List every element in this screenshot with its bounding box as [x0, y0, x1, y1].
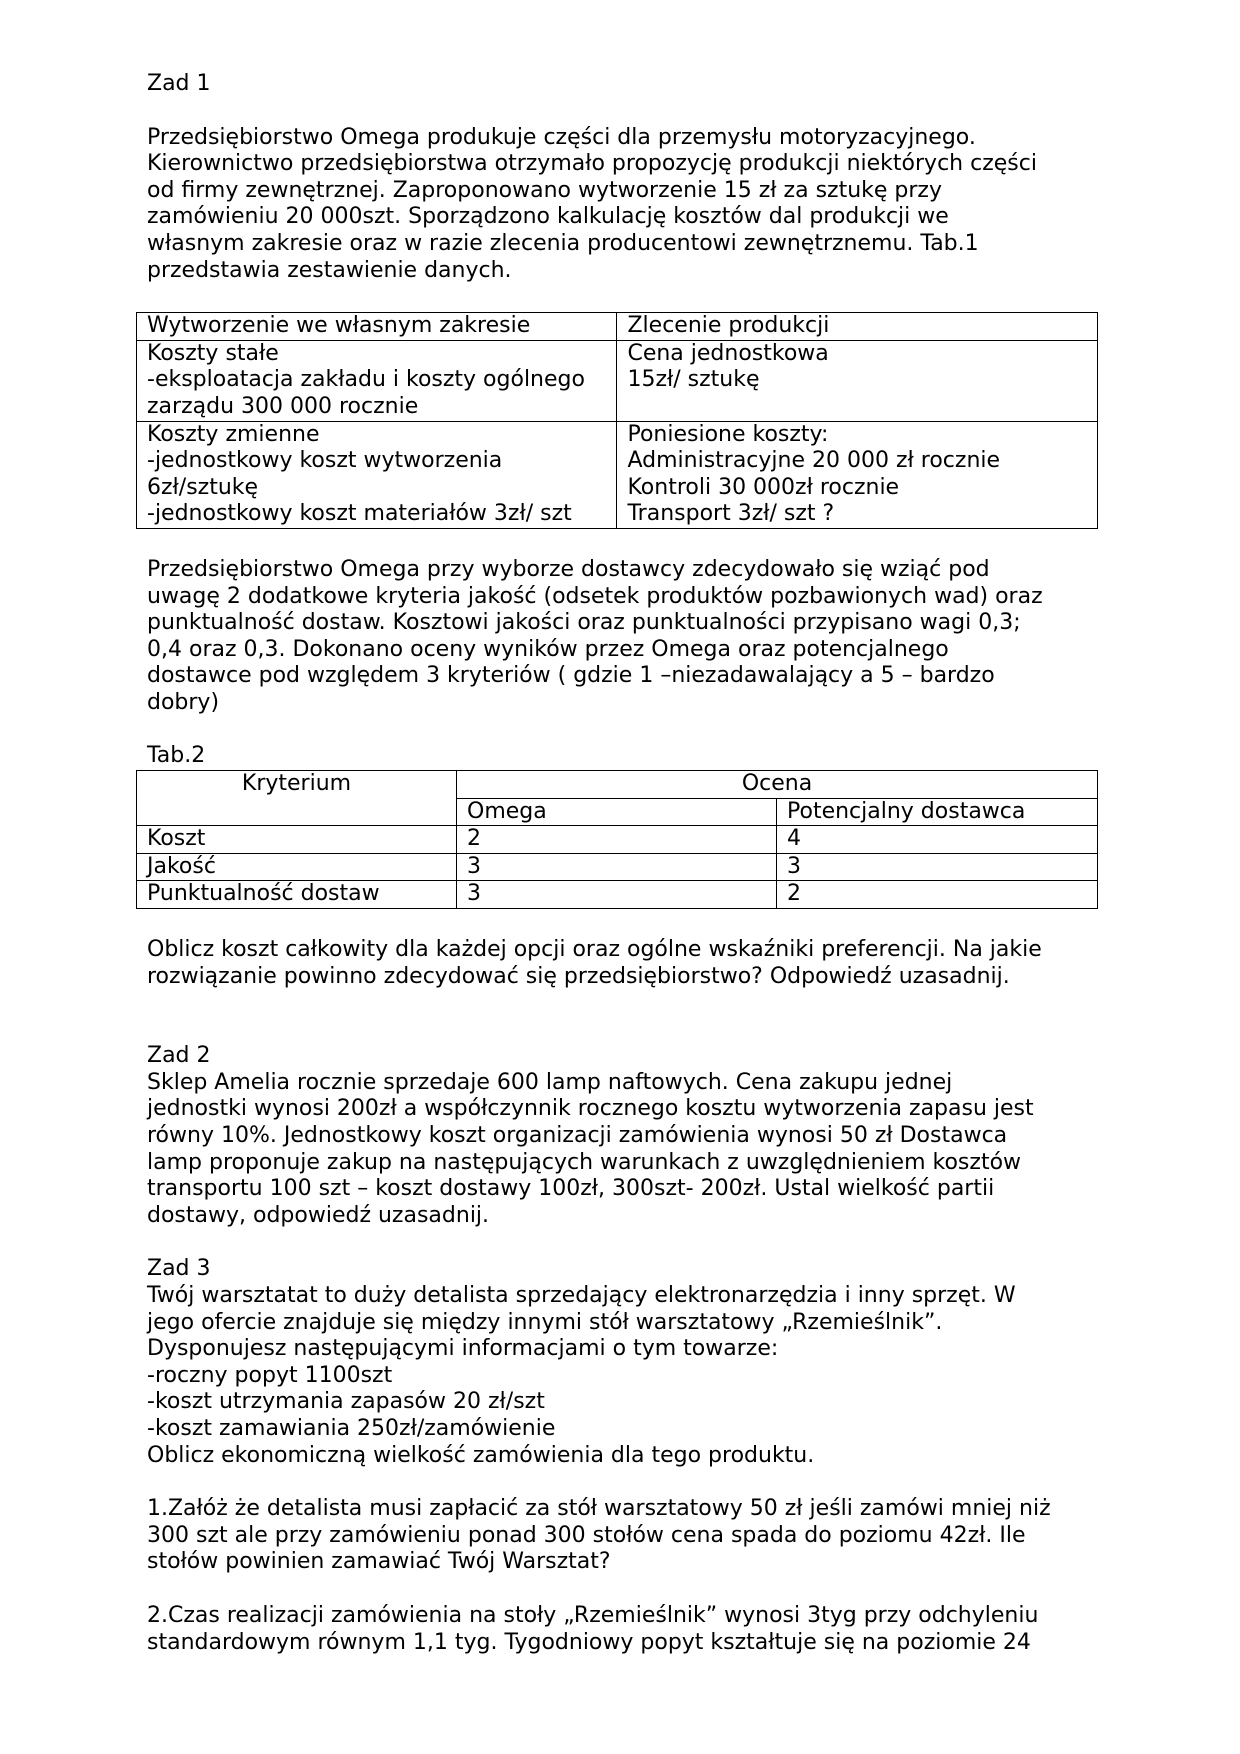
text-line: Przedsiębiorstwo Omega produkuje części dla przemysłu motoryzacyjnego. [147, 124, 976, 150]
zad1-heading: Zad 1 [147, 71, 211, 96]
zad1-question [147, 937, 1107, 990]
text-line: stołów powinien zamawiać Twój Warsztat? [147, 1549, 611, 1575]
table-subheader-omega: Omega [457, 798, 777, 826]
table-subheader-supplier: Potencjalny dostawca [777, 798, 1098, 826]
cell-line: Administracyjne 20 000 zł rocznie [627, 448, 1001, 474]
table-cell-incurred-costs [617, 421, 1098, 528]
text-line: jego ofercie znajduje się między innymi stół warsztatowy „Rzemieślnik”. [147, 1309, 943, 1335]
text-line: 300 szt ale przy zamówieniu ponad 300 stołów cena spada do poziomu 42zł. Ile [147, 1522, 1026, 1548]
zad2-text [147, 1070, 1107, 1230]
zad1-intro [147, 125, 1107, 285]
zad3-heading: Zad 3 [147, 1256, 211, 1282]
table-cell-criterion: Punktualność dostaw [137, 881, 457, 909]
text-line: standardowym równym 1,1 tyg. Tygodniowy popyt kształtuje się na poziomie 24 [147, 1629, 1031, 1655]
text-line: dostawce pod względem 3 kryteriów ( gdzie 1 –niezadawalający a 5 – bardzo [147, 663, 995, 689]
zad1-criteria-text [147, 557, 1107, 717]
table-cell-supplier: 3 [777, 853, 1098, 881]
table-cell-fixed-costs [137, 340, 617, 421]
table-row [137, 826, 1098, 854]
zad2-heading: Zad 2 [147, 1043, 211, 1069]
text-line: Twój warsztatat to duży detalista sprzedający elektronarzędzia i inny sprzęt. W [147, 1282, 1016, 1308]
rating-table [136, 770, 1098, 909]
text-line: jednostki wynosi 200zł a współczynnik rocznego kosztu wytworzenia zapasu jest [147, 1096, 1034, 1122]
table-header-rating: Ocena [457, 771, 1098, 799]
table-cell-criterion: Jakość [137, 853, 457, 881]
table-header-own-production: Wytworzenie we własnym zakresie [137, 313, 617, 341]
table-cell-omega: 3 [457, 853, 777, 881]
table-cell-unit-price [617, 340, 1098, 421]
table-header-criterion: Kryterium [137, 771, 457, 826]
text-line: transportu 100 szt – koszt dostawy 100zł, 300szt- 200zł. Ustal wielkość partii [147, 1176, 995, 1202]
table-header-outsourcing: Zlecenie produkcji [617, 313, 1098, 341]
table2-caption: Tab.2 [147, 743, 206, 769]
table-header-row [137, 771, 1098, 799]
text-line: Przedsiębiorstwo Omega przy wyborze dostawcy zdecydowało się wziąć pod [147, 556, 990, 582]
cell-line: -jednostkowy koszt wytworzenia [147, 448, 503, 474]
cell-line: -eksploatacja zakładu i koszty ogólnego [147, 367, 585, 393]
zad3-question-2 [147, 1603, 1107, 1656]
text-line: -roczny popyt 1100szt [147, 1362, 393, 1388]
text-line: Dysponujesz następującymi informacjami o tym towarze: [147, 1336, 779, 1362]
text-line: punktualność dostaw. Kosztowi jakości oraz punktualności przypisano wagi 0,3; [147, 610, 1021, 636]
text-line: -koszt zamawiania 250zł/zamówienie [147, 1415, 556, 1441]
cell-line: 6zł/sztukę [147, 474, 259, 500]
cost-table [136, 312, 1098, 529]
text-line: -koszt utrzymania zapasów 20 zł/szt [147, 1389, 545, 1415]
table-cell-supplier: 4 [777, 826, 1098, 854]
table-cell-criterion: Koszt [137, 826, 457, 854]
cell-line: Koszty zmienne [147, 421, 320, 447]
table-cell-supplier: 2 [777, 881, 1098, 909]
zad3-text [147, 1283, 1107, 1469]
cell-line: Poniesione koszty: [627, 421, 829, 447]
table-row [137, 421, 1098, 528]
table-row [137, 340, 1098, 421]
document-page [147, 71, 1107, 1656]
text-line: dostawy, odpowiedź uzasadnij. [147, 1202, 490, 1228]
text-line: własnym zakresie oraz w razie zlecenia producentowi zewnętrznemu. Tab.1 [147, 230, 979, 256]
cell-line: Cena jednostkowa [627, 340, 829, 366]
table-cell-omega: 3 [457, 881, 777, 909]
text-line: Oblicz koszt całkowity dla każdej opcji oraz ogólne wskaźniki preferencji. Na jakie [147, 937, 1042, 963]
text-line: rozwiązanie powinno zdecydować się przedsiębiorstwo? Odpowiedź uzasadnij. [147, 963, 1010, 989]
text-line: równy 10%. Jednostkowy koszt organizacji zamówienia wynosi 50 zł Dostawca [147, 1123, 1008, 1148]
cell-line: zarządu 300 000 rocznie [147, 393, 419, 419]
text-line: Kierownictwo przedsiębiorstwa otrzymało propozycję produkcji niektórych części [147, 151, 1037, 177]
table-row [137, 881, 1098, 909]
text-line: od firmy zewnętrznej. Zaproponowano wytworzenie 15 zł za sztukę przy [147, 177, 942, 203]
cell-line: Kontroli 30 000zł rocznie [627, 474, 900, 500]
text-line: zamówieniu 20 000szt. Sporządzono kalkulację kosztów dal produkcji we [147, 204, 949, 230]
cell-line: -jednostkowy koszt materiałów 3zł/ szt [147, 501, 572, 527]
cell-line: Koszty stałe [147, 340, 279, 366]
text-line: Oblicz ekonomiczną wielkość zamówienia dla tego produktu. [147, 1442, 815, 1468]
table-cell-variable-costs [137, 421, 617, 528]
text-line: dobry) [147, 689, 220, 715]
cell-line: 15zł/ sztukę [627, 367, 760, 393]
text-line: lamp proponuje zakup na następujących warunkach z uwzględnieniem kosztów [147, 1149, 1022, 1175]
text-line: 1.Załóż że detalista musi zapłacić za stół warsztatowy 50 zł jeśli zamówi mniej niż [147, 1496, 1051, 1522]
text-line: 0,4 oraz 0,3. Dokonano oceny wyników przez Omega oraz potencjalnego [147, 636, 949, 662]
text-line: uwagę 2 dodatkowe kryteria jakość (odsetek produktów pozbawionych wad) oraz [147, 583, 1043, 609]
table-row [137, 853, 1098, 881]
text-line: Sklep Amelia rocznie sprzedaje 600 lamp naftowych. Cena zakupu jednej [147, 1069, 953, 1095]
table-header-row [137, 313, 1098, 341]
zad3-question-1 [147, 1496, 1107, 1576]
table-cell-omega: 2 [457, 826, 777, 854]
text-line: 2.Czas realizacji zamówienia na stoły „Rzemieślnik” wynosi 3tyg przy odchyleniu [147, 1602, 1039, 1628]
cell-line: Transport 3zł/ szt ? [627, 501, 835, 527]
text-line: przedstawia zestawienie danych. [147, 257, 512, 283]
